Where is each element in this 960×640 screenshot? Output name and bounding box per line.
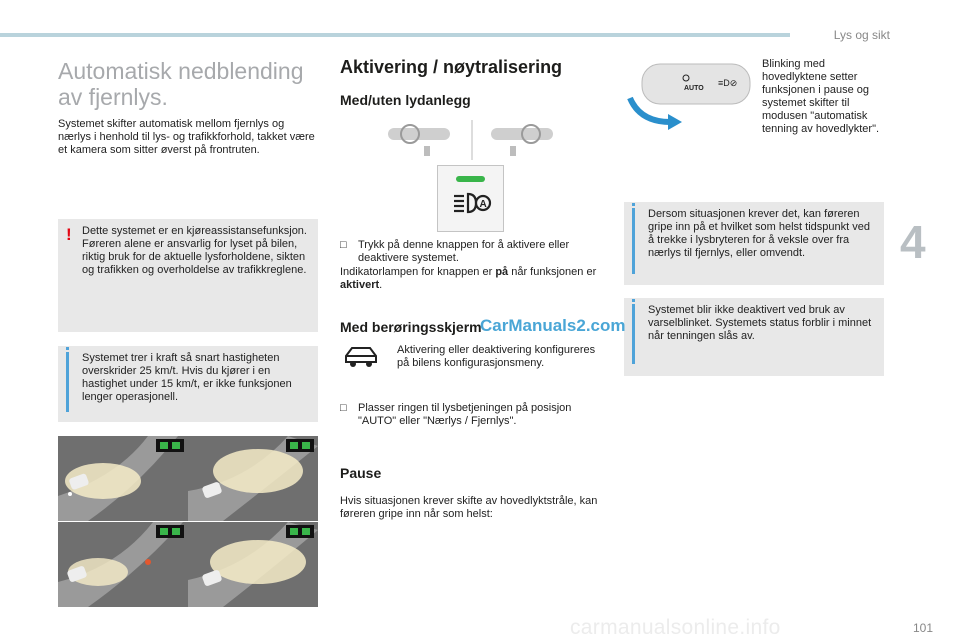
svg-text:≡D⊘: ≡D⊘ [718, 78, 738, 88]
touchscreen-subheading: Med berøringsskjerm [340, 319, 482, 335]
pause-subheading: Pause [340, 465, 382, 481]
svg-text:A: A [479, 199, 487, 210]
audio-subheading: Med/uten lydanlegg [340, 92, 471, 108]
pause-text: Hvis situasjonen krever skifte av hovedlyktstråle, kan føreren gripe inn når som helst: [340, 495, 598, 520]
info-text-speed: Systemet trer i kraft så snart hastigheten overskrider 25 km/t. Hvis du kjører i en hastighet under 15 km/t, er ikke funksjonen lenger operasjonell. [82, 352, 292, 403]
warning-box [58, 219, 318, 332]
step-arrow-icon: □ [340, 239, 347, 251]
activation-heading: Aktivering / nøytralisering [340, 57, 563, 77]
warning-icon: ! [66, 225, 72, 244]
auto-high-beam-button[interactable] [437, 165, 504, 232]
page-number: 101 [913, 621, 934, 635]
blink-text: Blinking med hovedlyktene setter funksjonen i pause og systemet skifter til modusen "automatisk tenning av hovedlykter". [762, 58, 880, 135]
info-icon-3 [632, 304, 635, 364]
touchscreen-text: Aktivering eller deaktivering konfigureres på bilens konfigurasjonsmeny. [397, 344, 596, 369]
watermark-footer: carmanualsonline.info [570, 616, 781, 639]
info-box-override [624, 202, 884, 285]
chapter-number: 4 [900, 216, 926, 268]
page-title: Automatisk nedblending av fjernlys. [58, 58, 304, 110]
scenario-tile-1 [58, 436, 188, 521]
scenario-tile-4 [188, 522, 318, 607]
scenario-tile-3 [58, 522, 188, 607]
header-rule [0, 33, 790, 37]
info-icon [66, 352, 69, 412]
auto-high-beam-icon [438, 166, 503, 231]
info-text-override: Dersom situasjonen krever det, kan føreren gripe inn på et hvilket som helst tidspunkt ved å trekke i lysbryteren for å veksle over fra nærlys til fjernlys, eller omvendt. [648, 208, 870, 259]
info-icon-2 [632, 208, 635, 274]
warning-text: Dette systemet er en kjøreassistansefunksjon. Føreren alene er ansvarlig for lyset på bilen, riktig bruk for de aktuelle lysforholdene, sikten og trafikken og overholdelse av trafikkreglene. [82, 225, 307, 276]
info-text-memory: Systemet blir ikke deaktivert ved bruk av varselblinket. Systemets status forblir i minnet når tenningen slås av. [648, 304, 872, 342]
car-settings-icon [342, 342, 380, 372]
svg-text:AUTO: AUTO [684, 85, 704, 92]
watermark-overlay: CarManuals2.com [480, 316, 626, 335]
indicator-text: Indikatorlampen for knappen er på når funksjonen er aktivert. [340, 266, 597, 291]
dashboard-illustration [388, 120, 553, 160]
scenario-tile-2 [188, 436, 318, 521]
section-title: Lys og sikt [833, 28, 890, 42]
step-press-text: Trykk på denne knappen for å aktivere eller deaktivere systemet. [358, 239, 570, 264]
light-stalk-illustration [626, 60, 756, 135]
info-box-speed [58, 346, 318, 422]
step-arrow-icon-2: □ [340, 402, 347, 414]
intro-paragraph: Systemet skifter automatisk mellom fjernlys og nærlys i henhold til lys- og trafikkforhold, takket være et kamera som sitter øverst på frontruten. [58, 118, 315, 156]
step-ring-text: Plasser ringen til lysbetjeningen på posisjon "AUTO" eller "Nærlys / Fjernlys". [358, 402, 572, 427]
info-box-memory [624, 298, 884, 376]
